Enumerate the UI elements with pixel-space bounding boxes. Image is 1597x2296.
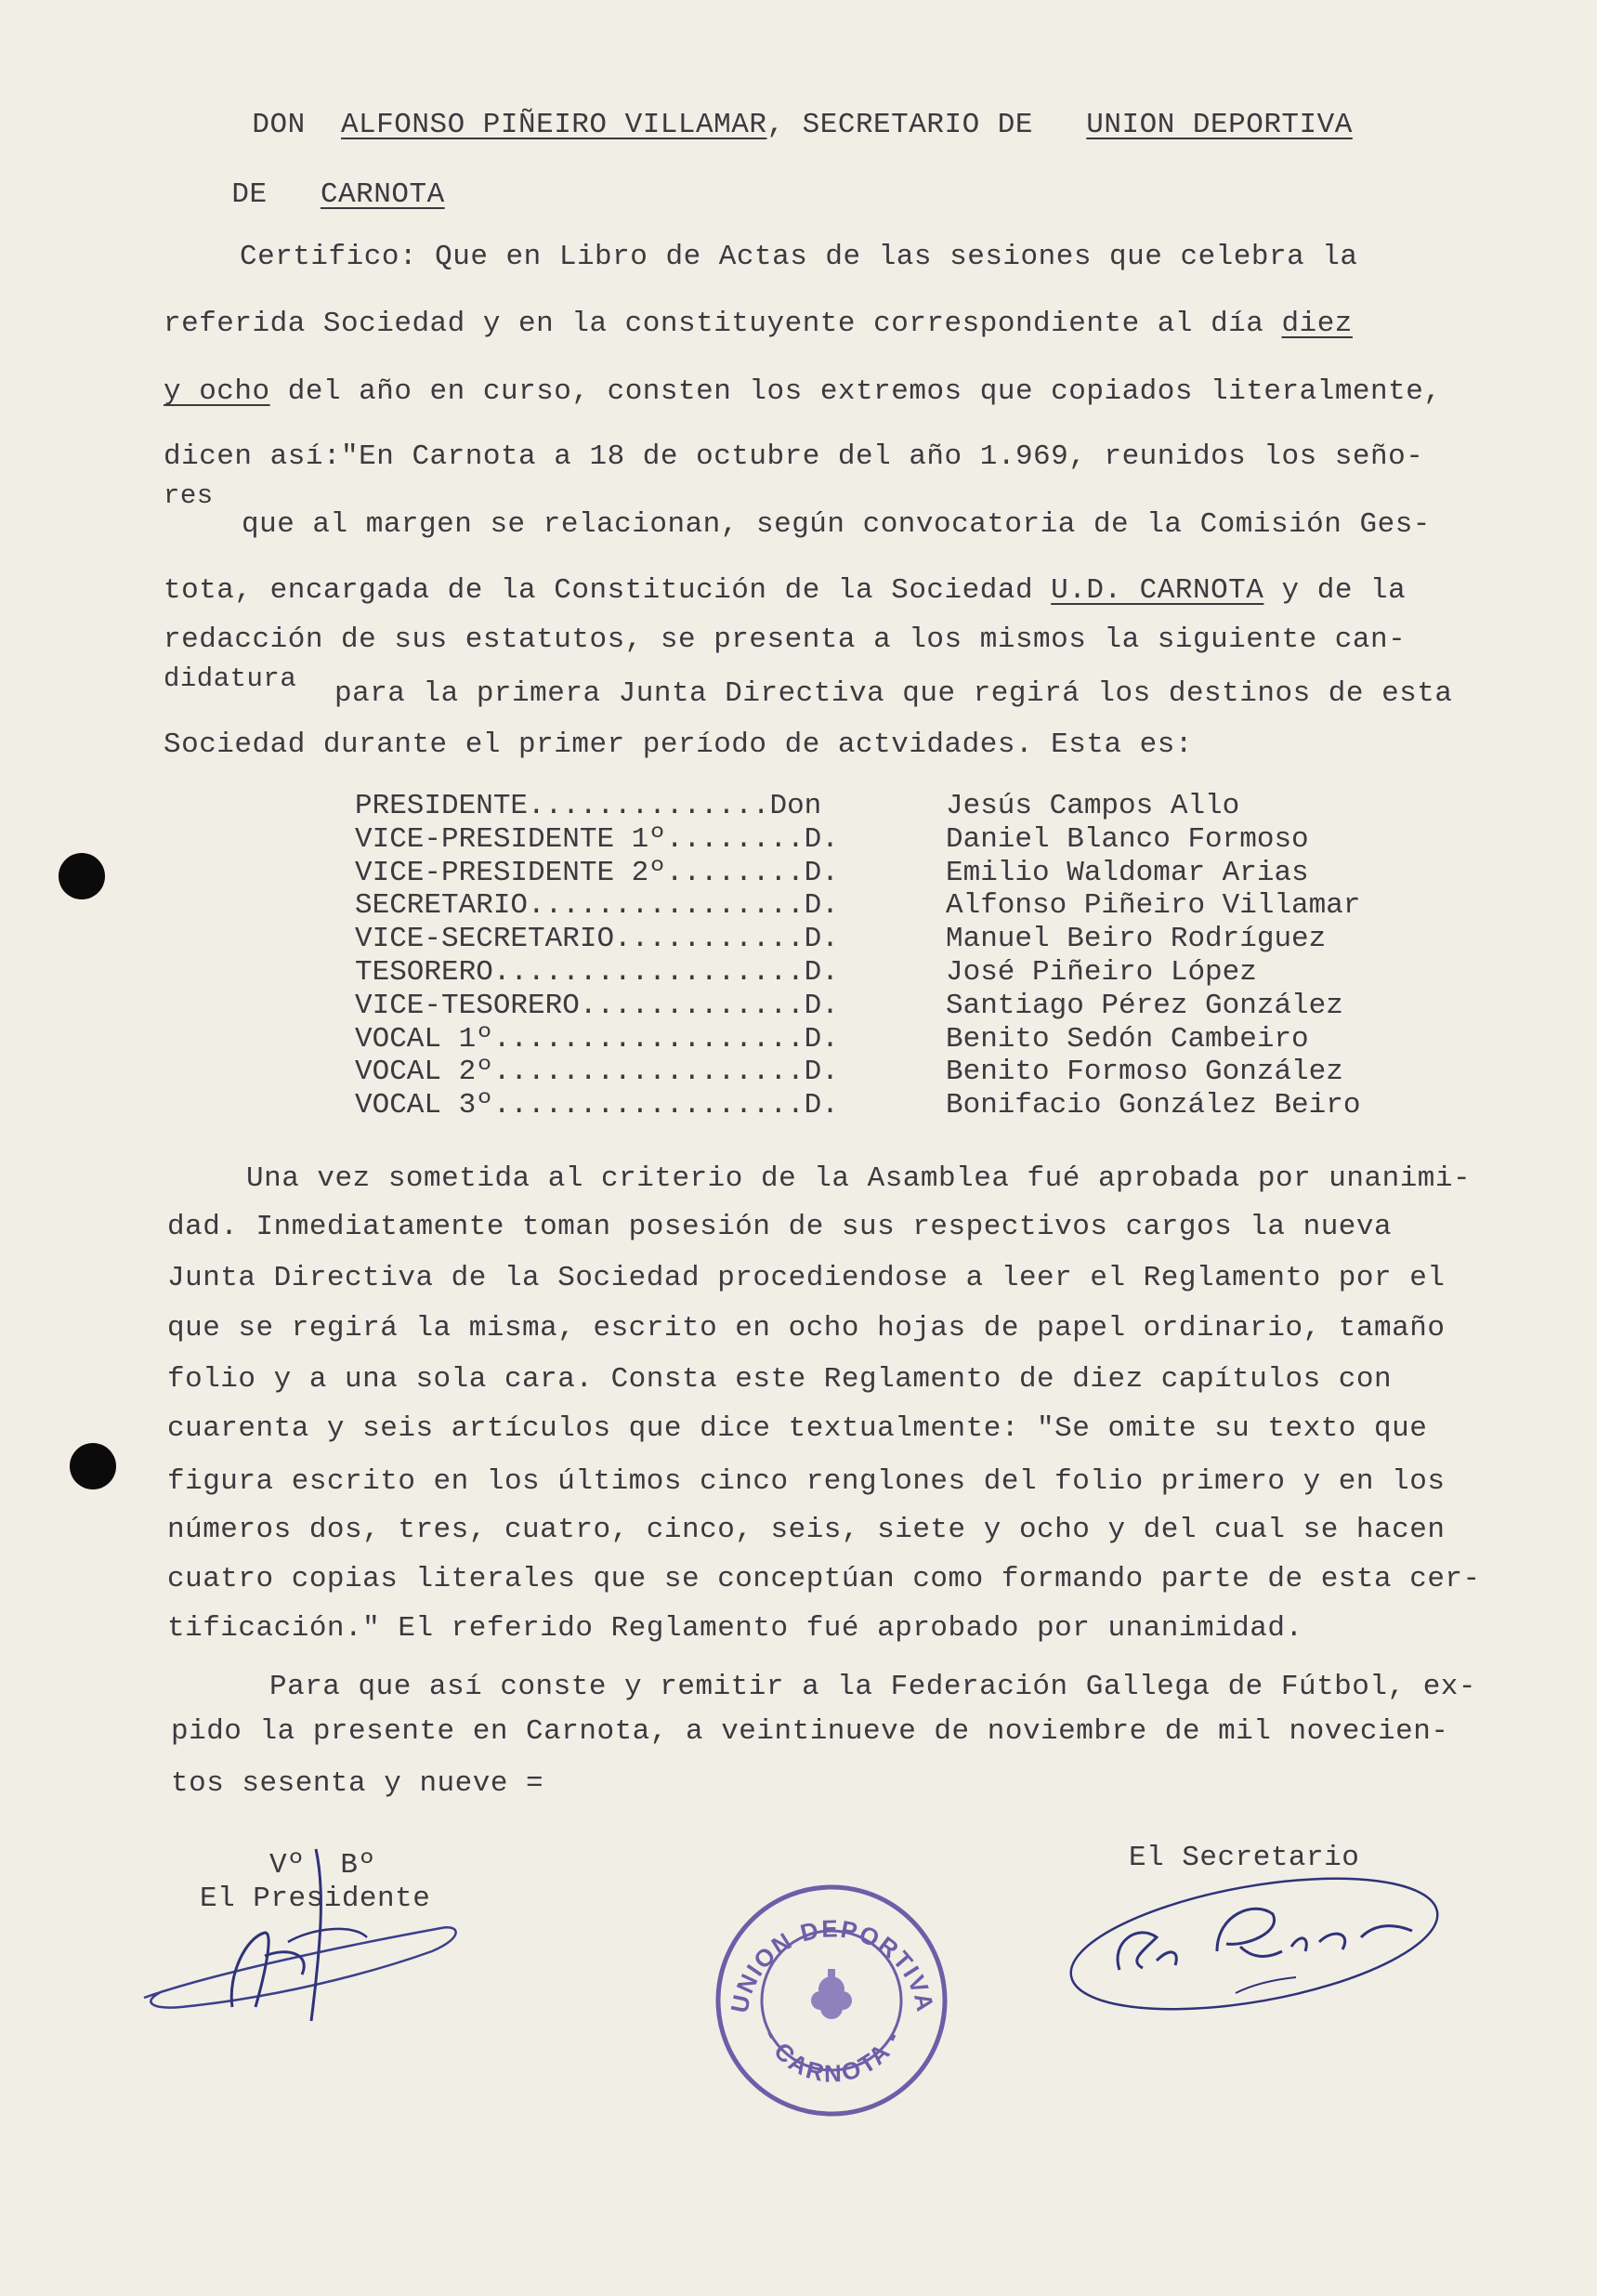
header-de: DE	[231, 178, 268, 211]
officer-role: TESORERO..................D.	[355, 955, 839, 989]
body-line: cuatro copias literales que se conceptúan como formando parte de esta cer-	[167, 1563, 1481, 1595]
body-line: para la primera Junta Directiva que regirá los destinos de esta	[334, 677, 1453, 710]
officer-role: VOCAL 2º..................D.	[355, 1056, 839, 1089]
header-don: DON	[252, 109, 306, 141]
president-signature	[125, 1835, 478, 2040]
body-line: tificación." El referido Reglamento fué aprobado por unanimidad.	[167, 1612, 1303, 1645]
officer-name: Daniel Blanco Formoso	[946, 822, 1309, 856]
club-place: CARNOTA	[320, 178, 445, 211]
body-line: didatura	[164, 663, 297, 694]
svg-text:- CARNOTA -	[758, 2025, 907, 2088]
header-role: , SECRETARIO DE	[766, 109, 1033, 141]
body-line: redacción de sus estatutos, se presenta a los mismos la siguiente can-	[164, 623, 1407, 656]
body-line: Certifico: Que en Libro de Actas de las sesiones que celebra la	[240, 241, 1358, 273]
club-stamp	[711, 1880, 952, 2121]
officer-name: Santiago Pérez González	[946, 989, 1343, 1022]
body-line: dad. Inmediatamente toman posesión de sus respectivos cargos la nueva	[167, 1211, 1393, 1243]
body-line: que se regirá la misma, escrito en ocho hojas de papel ordinario, tamaño	[167, 1312, 1446, 1345]
body-line: que al margen se relacionan, según convocatoria de la Comisión Ges-	[242, 508, 1431, 541]
date-underlined: diez	[1281, 308, 1353, 340]
crest-icon	[811, 1969, 852, 2019]
officer-name: Manuel Beiro Rodríguez	[946, 923, 1327, 956]
date-underlined: y ocho	[164, 375, 270, 408]
body-line: folio y a una sola cara. Consta este Reglamento de diez capítulos con	[167, 1363, 1393, 1396]
punch-hole-top	[59, 853, 105, 899]
body-line: y ocho del año en curso, consten los extremos que copiados literalmente,	[164, 375, 1442, 408]
stamp-bottom-text: - CARNOTA -	[757, 2025, 908, 2088]
body-line: Sociedad durante el primer período de actvidades. Esta es:	[164, 728, 1193, 761]
secretary-label: El Secretario	[1129, 1842, 1360, 1874]
officer-role: VICE-PRESIDENTE 2º........D.	[355, 856, 839, 889]
body-line: res	[164, 480, 214, 511]
officer-role: VICE-PRESIDENTE 1º........D.	[355, 822, 839, 856]
officer-name: Jesús Campos Allo	[946, 790, 1240, 822]
officer-name: Benito Formoso González	[946, 1056, 1343, 1089]
body-line: referida Sociedad y en la constituyente correspondiente al día diez	[164, 308, 1353, 340]
body-line: Junta Directiva de la Sociedad procediendose a leer el Reglamento por el	[167, 1262, 1446, 1294]
officer-name: Emilio Waldomar Arias	[946, 856, 1309, 889]
officer-name: Alfonso Piñeiro Villamar	[946, 889, 1361, 923]
officer-role: SECRETARIO................D.	[355, 889, 839, 923]
body-line: Una vez sometida al criterio de la Asamblea fué aprobada por unanimi-	[246, 1162, 1472, 1195]
secretary-name: ALFONSO PIÑEIRO VILLAMAR	[340, 109, 767, 141]
officer-name: José Piñeiro López	[946, 955, 1257, 989]
officer-role: PRESIDENTE..............Don	[355, 790, 822, 822]
header-line-2	[161, 142, 445, 248]
body-line: figura escrito en los últimos cinco renglones del folio primero y en los	[167, 1465, 1446, 1498]
president-label: El Presidente	[200, 1883, 431, 1915]
punch-hole-bottom	[70, 1443, 116, 1489]
vobo-label: Vº Bº	[269, 1849, 376, 1882]
body-line: números dos, tres, cuatro, cinco, seis, siete y ocho y del cual se hacen	[167, 1514, 1446, 1546]
body-line: Para que así conste y remitir a la Federación Gallega de Fútbol, ex-	[269, 1671, 1477, 1703]
officer-name: Benito Sedón Cambeiro	[946, 1022, 1309, 1056]
body-line: cuarenta y seis artículos que dice textualmente: "Se omite su texto que	[167, 1412, 1428, 1445]
body-line: tos sesenta y nueve =	[171, 1767, 544, 1800]
officer-role: VICE-TESORERO.............D.	[355, 989, 839, 1022]
officer-role: VOCAL 1º..................D.	[355, 1022, 839, 1056]
stamp-top-text: UNION DEPORTIVA	[725, 1914, 940, 2015]
club-abbrev: U.D. CARNOTA	[1051, 574, 1264, 607]
secretary-signature	[1054, 1858, 1454, 2026]
club-name: UNION DEPORTIVA	[1086, 109, 1353, 141]
officer-role: VOCAL 3º..................D.	[355, 1089, 839, 1122]
body-line: dicen así:"En Carnota a 18 de octubre del año 1.969, reunidos los seño-	[164, 440, 1424, 473]
body-line: tota, encargada de la Constitución de la Sociedad U.D. CARNOTA y de la	[164, 574, 1407, 607]
body-line: pido la presente en Carnota, a veintinueve de noviembre de mil novecien-	[171, 1715, 1449, 1748]
officer-role: VICE-SECRETARIO...........D.	[355, 923, 839, 956]
officer-name: Bonifacio González Beiro	[946, 1089, 1361, 1122]
